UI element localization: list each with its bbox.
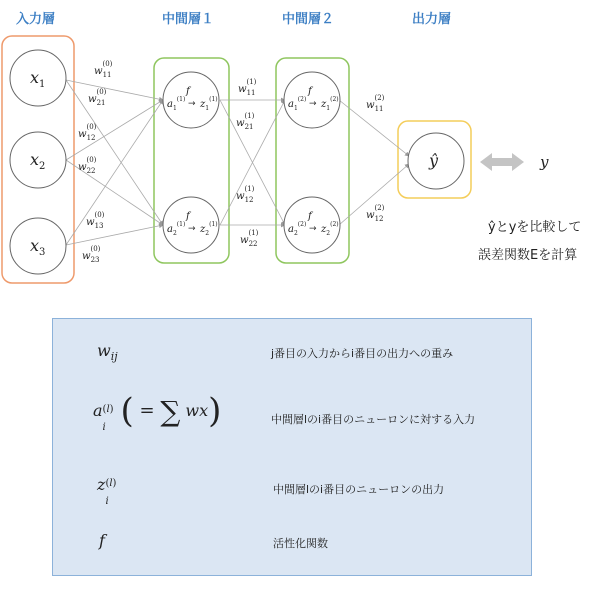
svg-text:→: →: [309, 99, 317, 109]
svg-text:a1(1): $a_1^{(1)}$: [167, 96, 186, 112]
title-hidden-layer-1: 中間層１: [162, 12, 215, 27]
legend-desc-wij: j番目の入力からi番目の出力への重み: [271, 347, 454, 360]
svg-text:w21(1): $w_{21}(1)$: [236, 112, 255, 131]
svg-text:w22(0): $w_{22}(0)$: [78, 156, 97, 175]
svg-text:x1: $x_1$: [30, 68, 46, 90]
svg-text:→: →: [188, 99, 196, 109]
svg-text:w21(0): $w_{21}(0)$: [88, 88, 107, 107]
svg-text:x2: $x_2$: [30, 150, 46, 172]
hidden1-node-1: [163, 72, 219, 128]
legend-desc-f: 活性化関数: [273, 537, 328, 550]
hidden2-node-2: [284, 197, 340, 253]
svg-text:z1(2): $z_1^{(2)}$: [321, 96, 339, 112]
svg-text:w11(0): $w_{11}(0)$: [94, 60, 113, 79]
input-node-1: [10, 50, 66, 106]
svg-text:x3: $x_3$: [30, 236, 46, 258]
legend-box: [52, 318, 532, 576]
title-hidden-layer-2: 中間層２: [282, 12, 335, 27]
svg-text:f: f: [186, 86, 190, 97]
svg-text:a2(2): $a_2^{(2)}$: [288, 221, 307, 237]
weight-labels-layer0: [78, 60, 113, 264]
note-compare-line1: ŷとyを比較して: [488, 220, 582, 235]
legend-symbol-z: z (l) i: [97, 475, 117, 507]
input-node-3: [10, 218, 66, 274]
svg-text:f: f: [308, 211, 312, 222]
weight-labels-layer1: [236, 78, 259, 248]
title-output-layer: 出力層: [412, 12, 452, 27]
svg-text:a1(2): $a_1^{(2)}$: [288, 96, 307, 112]
legend-symbol-f: f: [99, 531, 105, 550]
svg-text:z2(2): $z_2^{(2)}$: [321, 221, 339, 237]
svg-text:z2(1): $z_2^{(1)}$: [200, 221, 218, 237]
compare-double-arrow: [480, 153, 524, 171]
svg-text:w11(2): $w_{11}(2)$: [366, 94, 385, 113]
svg-text:ŷ: ŷ: [429, 151, 439, 170]
weight-labels-layer2: [366, 94, 385, 223]
svg-text:w11(1): $w_{11}(1)$: [238, 78, 257, 97]
svg-text:z1(1): $z_1^{(1)}$: [200, 96, 218, 112]
svg-text:w22(1): $w_{22}(1)$: [240, 229, 259, 248]
legend-desc-z: 中間層lのi番目のニューロンの出力: [273, 483, 445, 496]
target-label: y: [540, 153, 549, 171]
svg-text:f: f: [308, 86, 312, 97]
input-node-2: [10, 132, 66, 188]
legend-symbol-a: a (l) i ( = ∑ wx): [93, 391, 222, 433]
note-compare-line2: 誤差関数Eを計算: [478, 248, 578, 263]
hidden2-node-1: [284, 72, 340, 128]
hidden1-node-2: [163, 197, 219, 253]
svg-text:w12(1): $w_{12}(1)$: [236, 185, 255, 204]
svg-text:a2(1): $a_2^{(1)}$: [167, 221, 186, 237]
svg-text:w23(0): $w_{23}(0)$: [82, 245, 101, 264]
svg-text:w12(0): $w_{12}(0)$: [78, 123, 97, 142]
legend-symbol-wij: $w_{ij}$: [97, 341, 118, 363]
svg-text:→: →: [309, 224, 317, 234]
svg-text:→: →: [188, 224, 196, 234]
title-input-layer: 入力層: [16, 12, 56, 27]
output-node: [408, 133, 464, 189]
svg-text:w12(2): $w_{12}(2)$: [366, 204, 385, 223]
svg-text:f: f: [186, 211, 190, 222]
legend-desc-a: 中間層lのi番目のニューロンに対する入力: [271, 413, 476, 426]
svg-text:w13(0): $w_{13}(0)$: [86, 211, 105, 230]
